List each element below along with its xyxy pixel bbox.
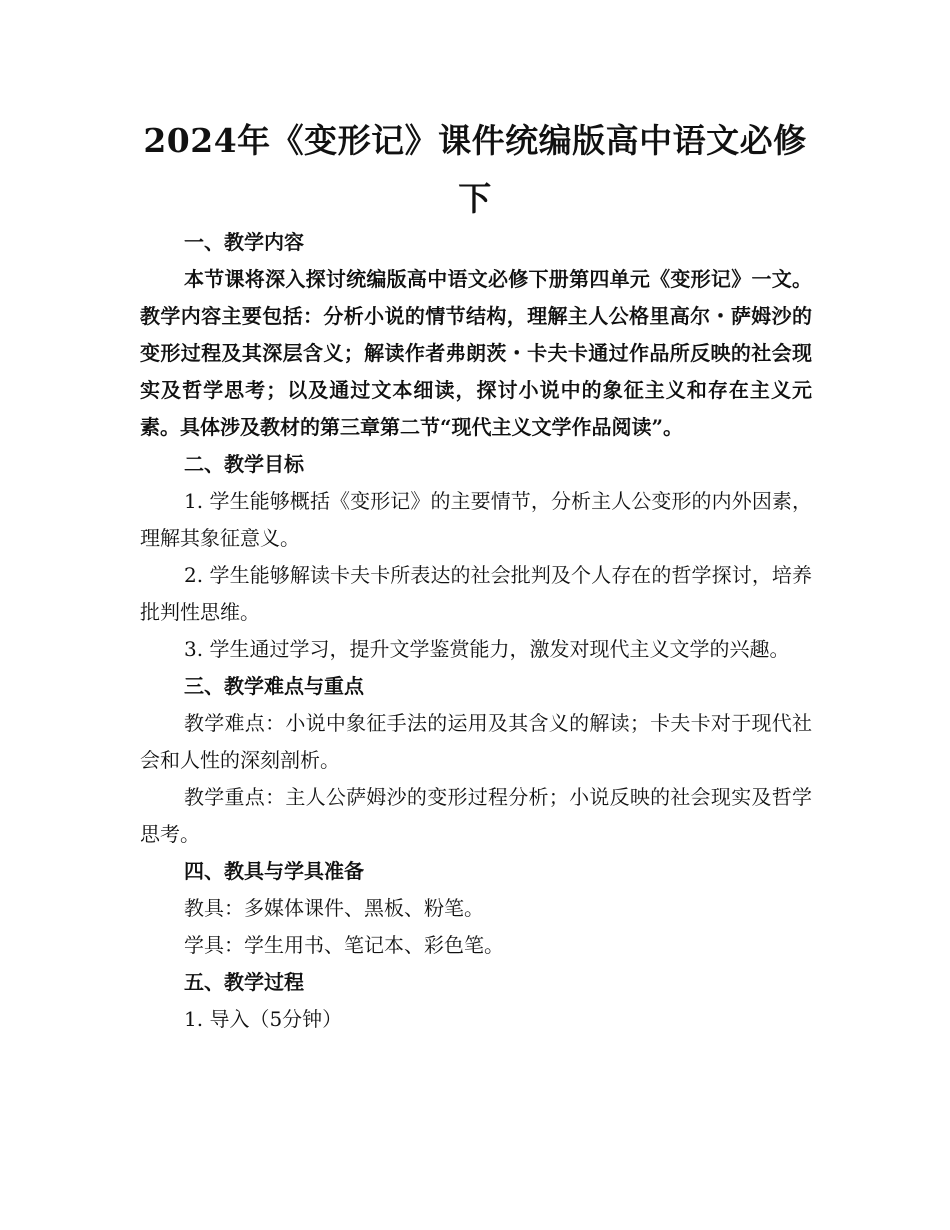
paragraph-goal-2: 2. 学生能够解读卡夫卡所表达的社会批判及个人存在的哲学探讨，培养批判性思维。 [140,563,812,624]
section-heading-process: 五、教学过程 [184,970,304,994]
paragraph-goal-3: 3. 学生通过学习，提升文学鉴赏能力，激发对现代主义文学的兴趣。 [184,637,790,661]
section-heading-goals: 二、教学目标 [184,452,304,476]
paragraph-content-intro: 本节课将深入探讨统编版高中语文必修下册第四单元《变形记》一文。教学内容主要包括：分析小说的情节结构，理解主人公格里高尔・萨姆沙的变形过程及其深层含义；解读作者弗朗茨・卡夫卡通过作品所反映的社会现实及哲学思考；以及通过文本细读，探讨小说中的象征主义和存在主义元素。具体涉及教材的第三章第二节“现代主义文学作品阅读”。 [140,267,812,439]
paragraph-difficulty: 教学难点：小说中象征手法的运用及其含义的解读；卡夫卡对于现代社会和人性的深刻剖析。 [140,711,812,772]
paragraph-focus: 教学重点：主人公萨姆沙的变形过程分析；小说反映的社会现实及哲学思考。 [140,785,812,846]
section-heading-content: 一、教学内容 [184,230,304,254]
paragraph-teacher-materials: 教具：多媒体课件、黑板、粉笔。 [184,896,484,920]
document-body [140,224,812,1038]
document-title: 2024年《变形记》课件统编版高中语文必修下 [143,121,807,218]
paragraph-student-materials: 学具：学生用书、笔记本、彩色笔。 [184,933,504,957]
paragraph-process-step-1: 1. 导入（5分钟） [184,1007,343,1031]
section-heading-materials: 四、教具与学具准备 [184,859,364,883]
section-heading-difficulties: 三、教学难点与重点 [184,674,364,698]
paragraph-goal-1: 1. 学生能够概括《变形记》的主要情节，分析主人公变形的内外因素，理解其象征意义。 [140,489,812,550]
